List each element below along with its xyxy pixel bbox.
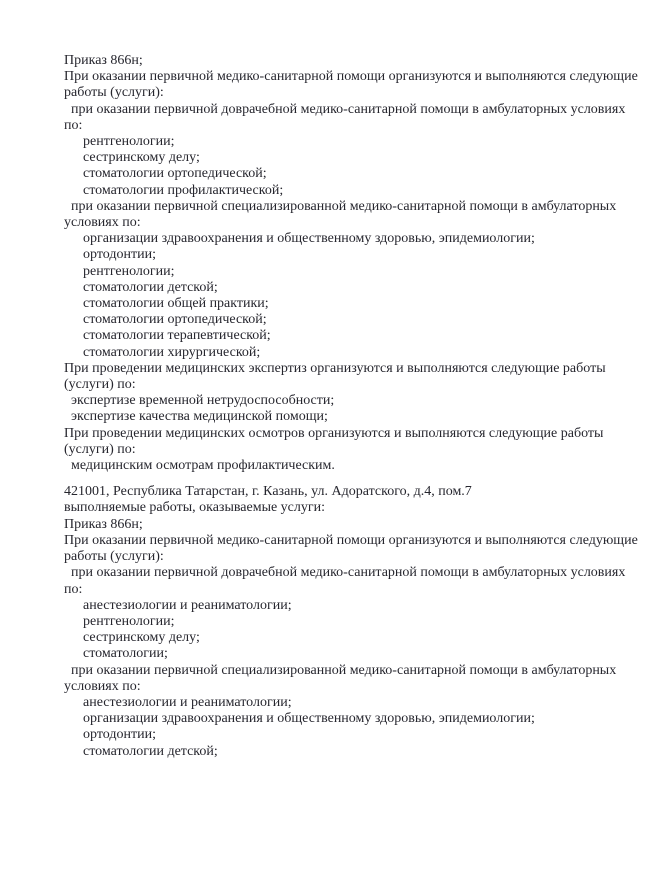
text-line: организации здравоохранения и общественному здоровью, эпидемиологии;	[83, 711, 535, 727]
text-line: экспертизе качества медицинской помощи;	[71, 409, 328, 425]
text-line: условиях по:	[64, 215, 141, 231]
text-line: анестезиологии и реаниматологии;	[83, 694, 292, 710]
text-line: организации здравоохранения и общественному здоровью, эпидемиологии;	[83, 231, 535, 247]
text-line: ортодонтии;	[83, 247, 156, 263]
text-line: стоматологии;	[83, 646, 168, 662]
text-line: при оказании первичной специализированной медико-санитарной помощи в амбулаторных	[71, 198, 617, 214]
works-services-block-1	[64, 53, 638, 474]
text-line: 421001, Республика Татарстан, г. Казань, ул. Адоратского, д.4, пом.7	[64, 484, 472, 500]
text-line: стоматологии детской;	[83, 279, 218, 295]
text-line: стоматологии хирургической;	[83, 344, 261, 360]
text-line: работы (услуги):	[64, 85, 164, 101]
text-line: сестринскому делу;	[83, 630, 200, 646]
text-line: (услуги) по:	[64, 441, 136, 457]
works-services-block-2	[64, 484, 638, 759]
text-line: При оказании первичной медико-санитарной помощи организуются и выполняются следующие	[64, 532, 638, 548]
text-line: Приказ 866н;	[64, 53, 143, 68]
text-line: стоматологии общей практики;	[83, 296, 269, 312]
text-line: при оказании первичной доврачебной медико-санитарной помощи в амбулаторных условиях	[71, 565, 626, 581]
text-line: анестезиологии и реаниматологии;	[83, 597, 292, 613]
text-line: При оказании первичной медико-санитарной помощи организуются и выполняются следующие	[64, 69, 638, 85]
text-line: работы (услуги):	[64, 549, 164, 565]
text-line: При проведении медицинских экспертиз организуются и выполняются следующие работы	[64, 360, 606, 376]
text-line: при оказании первичной специализированной медико-санитарной помощи в амбулаторных	[71, 662, 617, 678]
text-line: стоматологии ортопедической;	[83, 166, 267, 182]
text-line: условиях по:	[64, 678, 141, 694]
text-line: ортодонтии;	[83, 727, 156, 743]
text-line: стоматологии детской;	[83, 743, 218, 759]
text-line: рентгенологии;	[83, 613, 175, 629]
text-line: рентгенологии;	[83, 134, 175, 150]
text-line: по:	[64, 581, 83, 597]
text-line: Приказ 866н;	[64, 516, 143, 532]
text-line: стоматологии ортопедической;	[83, 312, 267, 328]
text-line: медицинским осмотрам профилактическим.	[71, 458, 335, 474]
text-line: экспертизе временной нетрудоспособности;	[71, 393, 335, 409]
text-line: выполняемые работы, оказываемые услуги:	[64, 500, 326, 516]
text-line: при оказании первичной доврачебной медико-санитарной помощи в амбулаторных условиях	[71, 101, 626, 117]
text-line: сестринскому делу;	[83, 150, 200, 166]
text-line: стоматологии терапевтической;	[83, 328, 271, 344]
text-line: рентгенологии;	[83, 263, 175, 279]
text-line: При проведении медицинских осмотров организуются и выполняются следующие работы	[64, 425, 604, 441]
license-works-services-text	[64, 53, 638, 760]
text-line: (услуги) по:	[64, 377, 136, 393]
text-line: стоматологии профилактической;	[83, 182, 284, 198]
text-line: по:	[64, 117, 83, 133]
